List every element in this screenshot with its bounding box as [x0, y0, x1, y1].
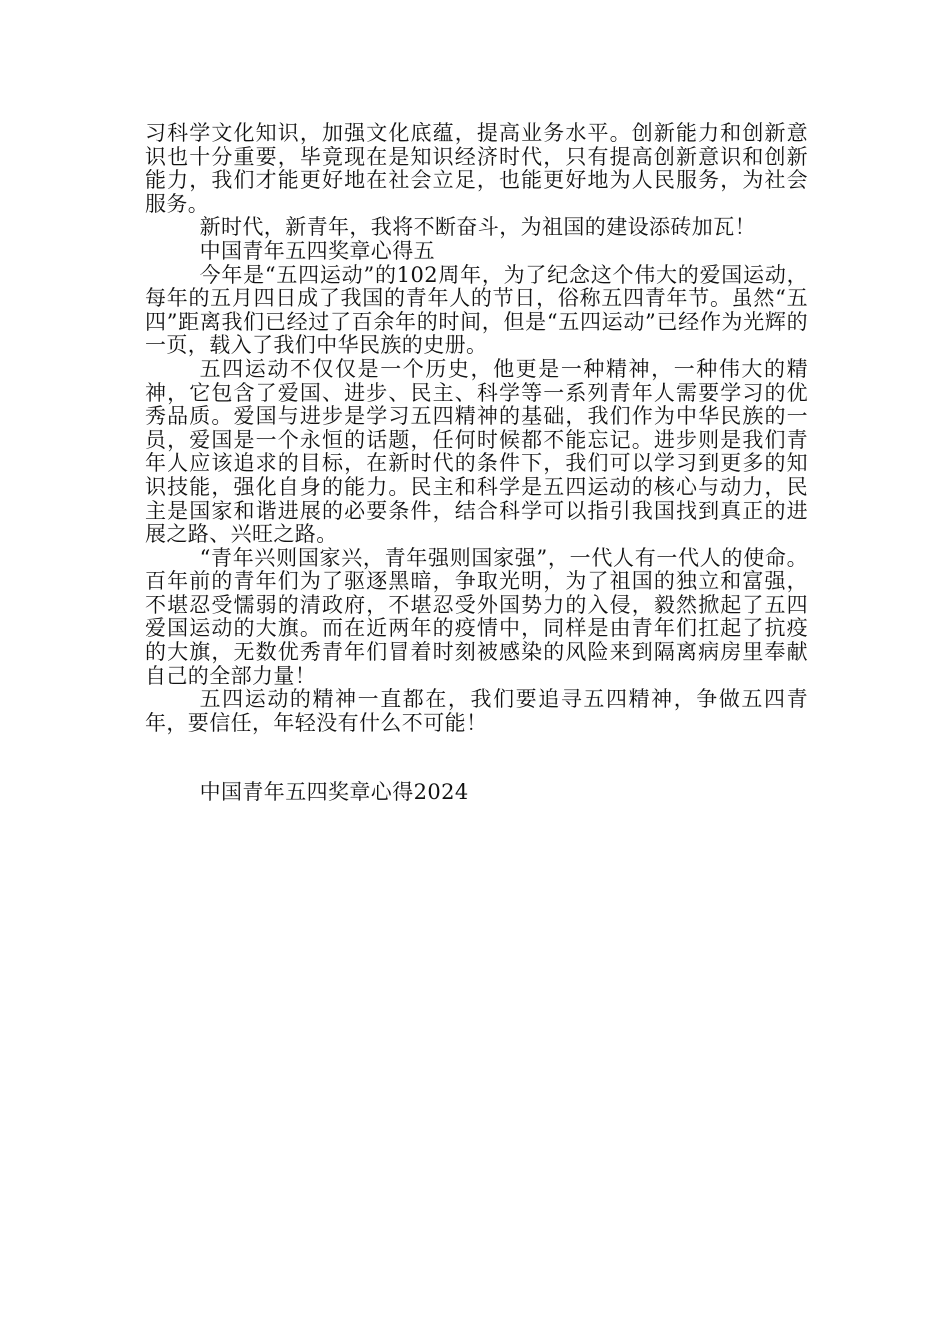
blank-line [145, 735, 808, 781]
paragraph-spirit: 五四运动不仅仅是一个历史，他更是一种精神，一种伟大的精神，它包含了爱国、进步、民主、科学等一系列青年人需要学习的优秀品质。爱国与进步是学习五四精神的基础，我们作为中华民族的一员，爱国是一个永恒的话题，任何时候都不能忘记。进步则是我们青年人应该追求的目标，在新时代的条件下，我们可以学习到更多的知识技能，强化自身的能力。民主和科学是五四运动的核心与动力，民主是国家和谐进展的必要条件，结合科学可以指引我国找到真正的进展之路、兴旺之路。 [145, 356, 808, 547]
paragraph-new-era: 新时代，新青年，我将不断奋斗，为祖国的建设添砖加瓦！ [199, 215, 756, 240]
paragraph-continuation: 习科学文化知识，加强文化底蕴，提高业务水平。创新能力和创新意识也十分重要，毕竟现在是知识经济时代，只有提高创新意识和创新能力，我们才能更好地在社会立足，也能更好地为人民服务，为社会服务。 [145, 121, 808, 216]
paragraph-youth: “青年兴则国家兴，青年强则国家强”，一代人有一代人的使命。百年前的青年们为了驱逐黑暗，争取光明，为了祖国的独立和富强，不堪忍受懦弱的清政府，不堪忍受外国势力的入侵，毅然掀起了五四爱国运动的大旗。而在近两年的疫情中，同样是由青年们扛起了抗疫的大旗，无数优秀青年们冒着时刻被感染的风险来到隔离病房里奉献自己的全部力量！ [145, 545, 808, 688]
section-heading: 中国青年五四奖章心得五 [199, 238, 435, 263]
paragraph-conclusion: 五四运动的精神一直都在，我们要追寻五四精神，争做五四青年，要信任，年轻没有什么不可能！ [145, 687, 808, 735]
footer-title: 中国青年五四奖章心得2024 [199, 780, 469, 805]
document-page [145, 122, 808, 805]
paragraph-anniversary: 今年是“五四运动”的102周年，为了纪念这个伟大的爱国运动，每年的五月四日成了我国的青年人的节日，俗称五四青年节。虽然“五四”距离我们已经过了百余年的时间，但是“五四运动”已经作为光辉的一页，载入了我们中华民族的史册。 [145, 262, 808, 358]
